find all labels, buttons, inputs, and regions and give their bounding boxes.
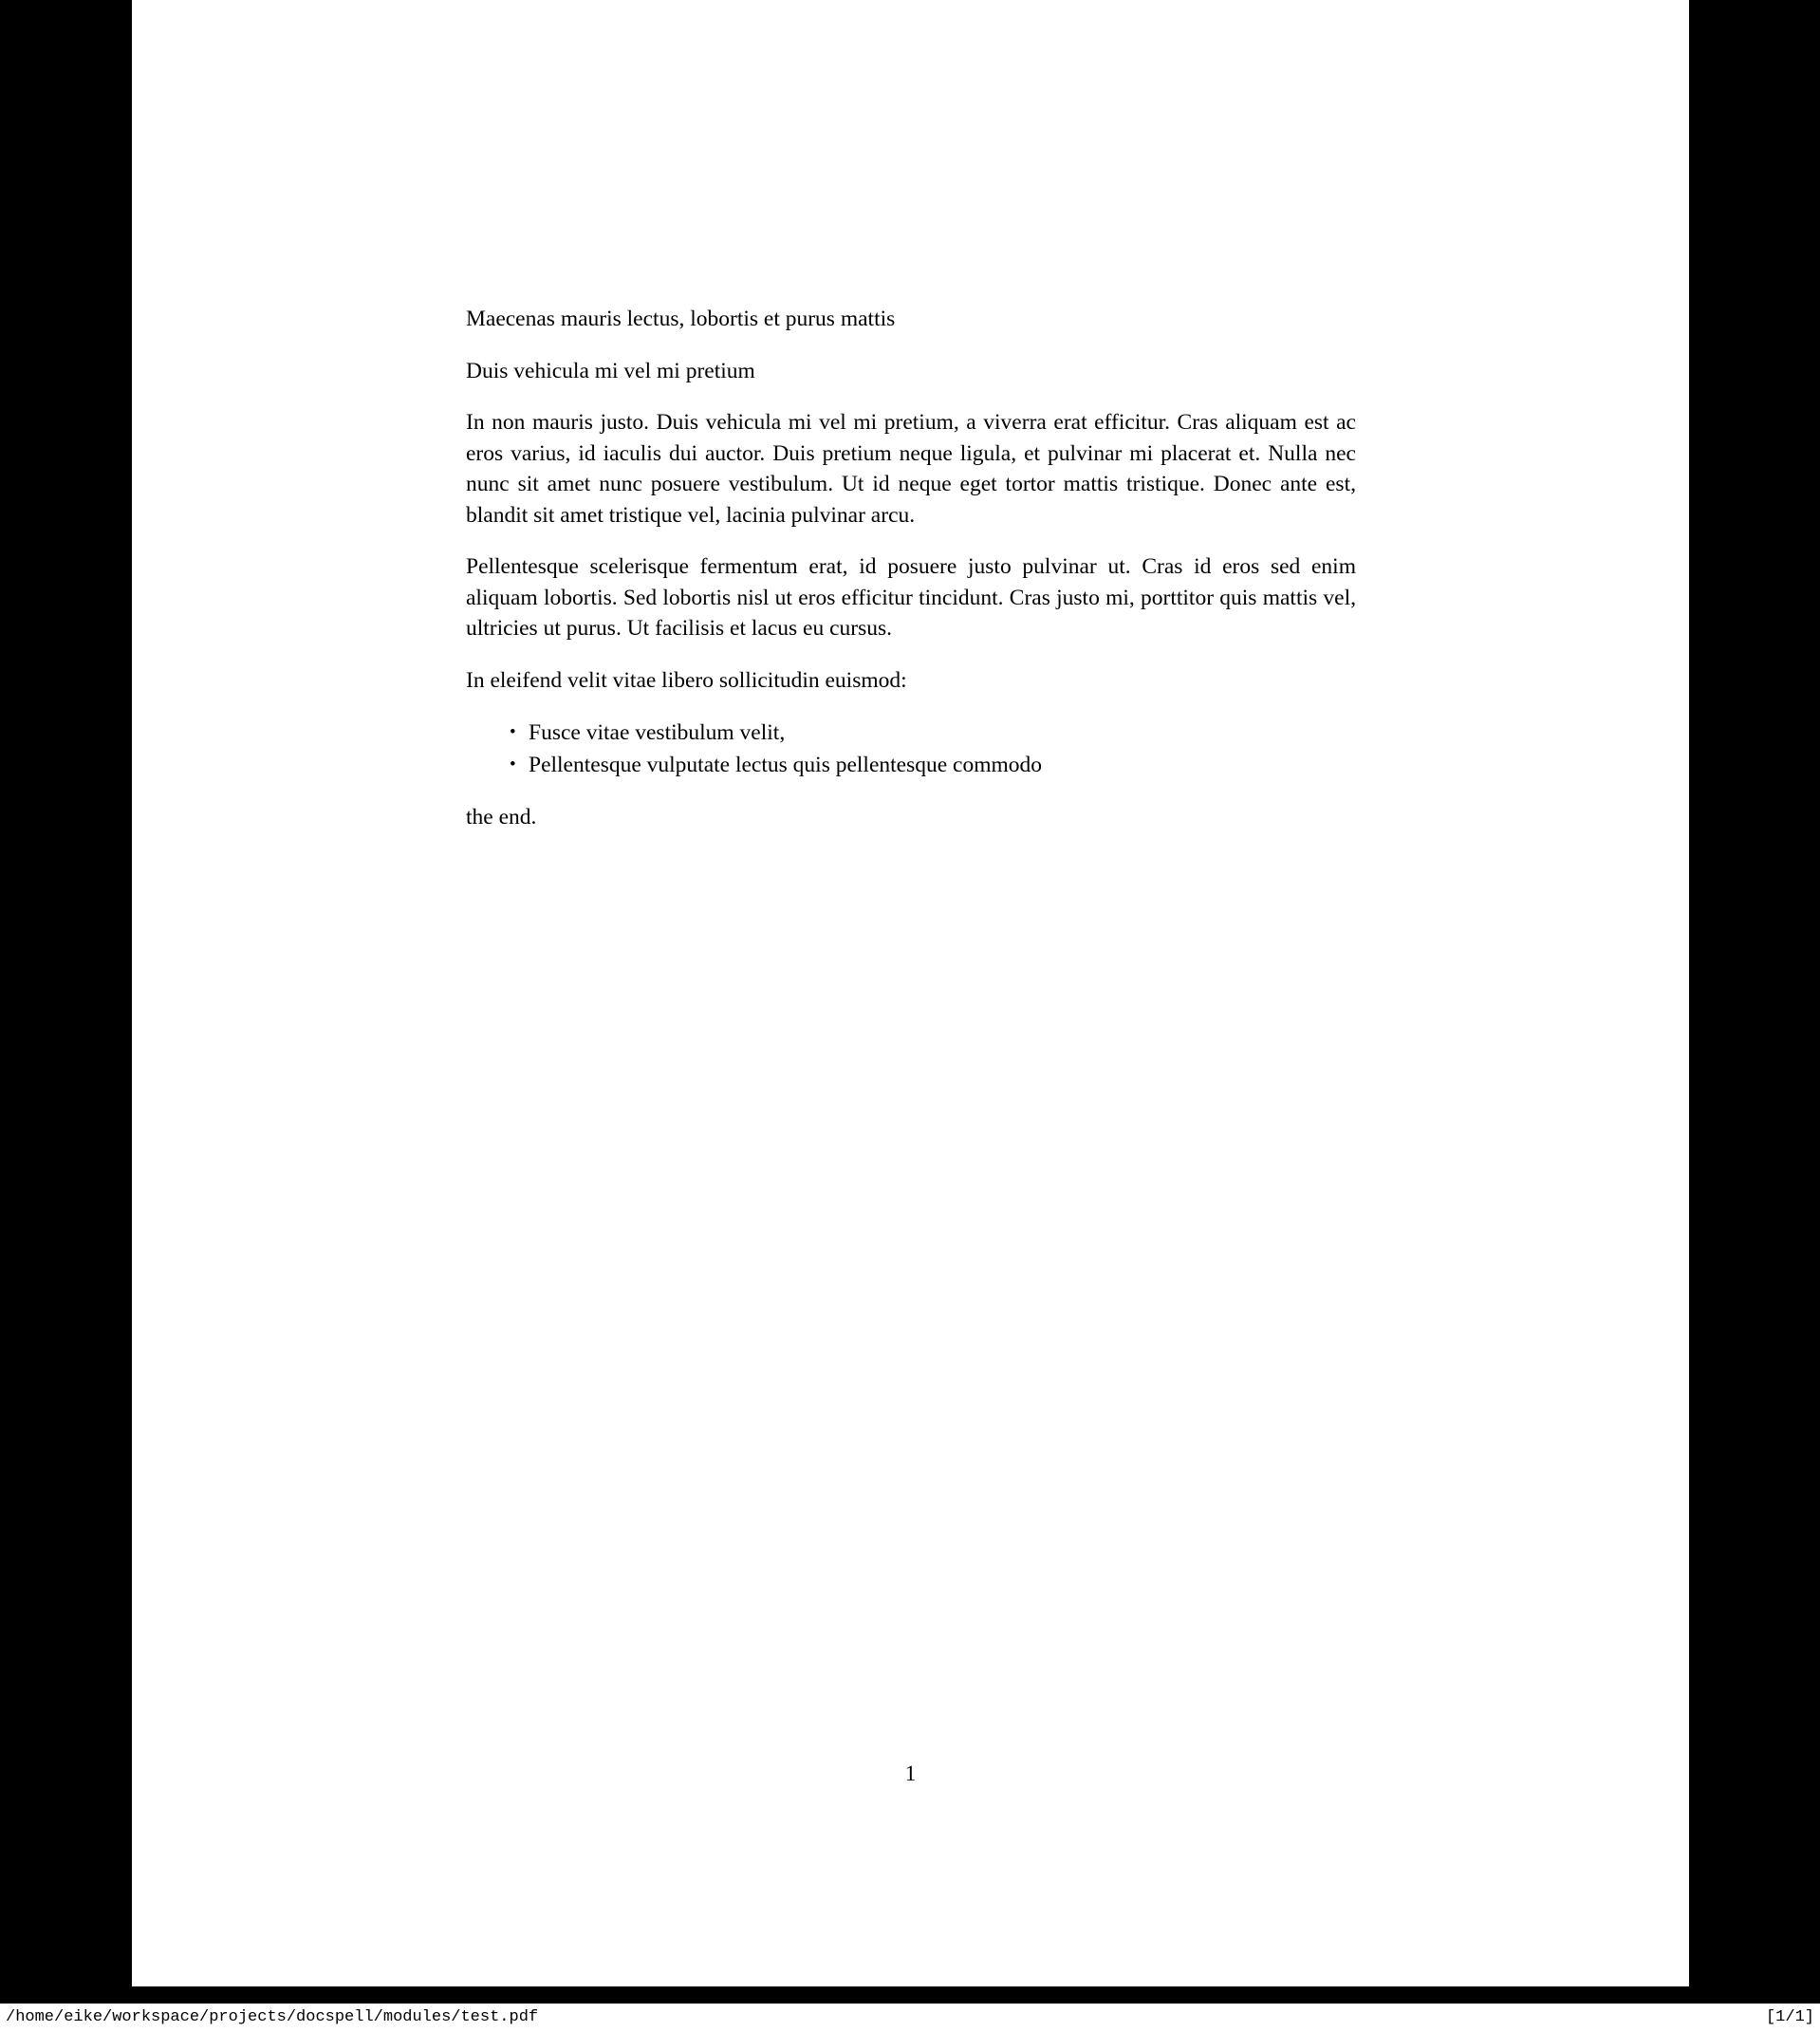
- bullet-list: [466, 717, 1356, 781]
- status-bar: [0, 2004, 1820, 2032]
- paragraph-body-1: In non mauris justo. Duis vehicula mi vel mi pretium, a viverra erat efficitur. Cras aliquam est ac eros varius, id iaculis dui auctor. Duis pretium neque ligula, et pulvinar mi placerat et. Nulla nec nunc sit amet nunc posuere vestibulum. Ut id neque eget tortor mattis tristique. Donec ante est, blandit sit amet tristique vel, lacinia pulvinar arcu.: [466, 410, 1356, 528]
- page-body: [466, 304, 1356, 854]
- list-item: [466, 749, 1356, 781]
- paragraph-closing: the end.: [466, 805, 537, 830]
- list-item: [466, 717, 1356, 749]
- pdf-page: [132, 0, 1689, 1986]
- bullet-icon: •: [510, 722, 516, 742]
- list-item-label: Pellentesque vulputate lectus quis pellentesque commodo: [529, 753, 1043, 777]
- paragraph-list-intro: In eleifend velit vitae libero sollicitudin euismod:: [466, 667, 907, 693]
- status-file-path: /home/eike/workspace/projects/docspell/modules/test.pdf: [6, 2008, 539, 2026]
- status-page-indicator: [1/1]: [1765, 2008, 1814, 2026]
- bullet-icon: •: [510, 755, 516, 774]
- list-item-label: Fusce vitae vestibulum velit,: [529, 720, 786, 745]
- paragraph-heading-1: Maecenas mauris lectus, lobortis et purus mattis: [466, 307, 896, 331]
- paragraph-heading-2: Duis vehicula mi vel mi pretium: [466, 358, 755, 383]
- page-number: 1: [904, 1762, 917, 1785]
- paragraph-body-2: Pellentesque scelerisque fermentum erat, id posuere justo pulvinar ut. Cras id eros sed enim aliquam lobortis. Sed lobortis nisl ut eros efficitur tincidunt. Cras justo mi, porttitor quis mattis vel, ultricies ut purus. Ut facilisis et lacus eu cursus.: [466, 554, 1356, 641]
